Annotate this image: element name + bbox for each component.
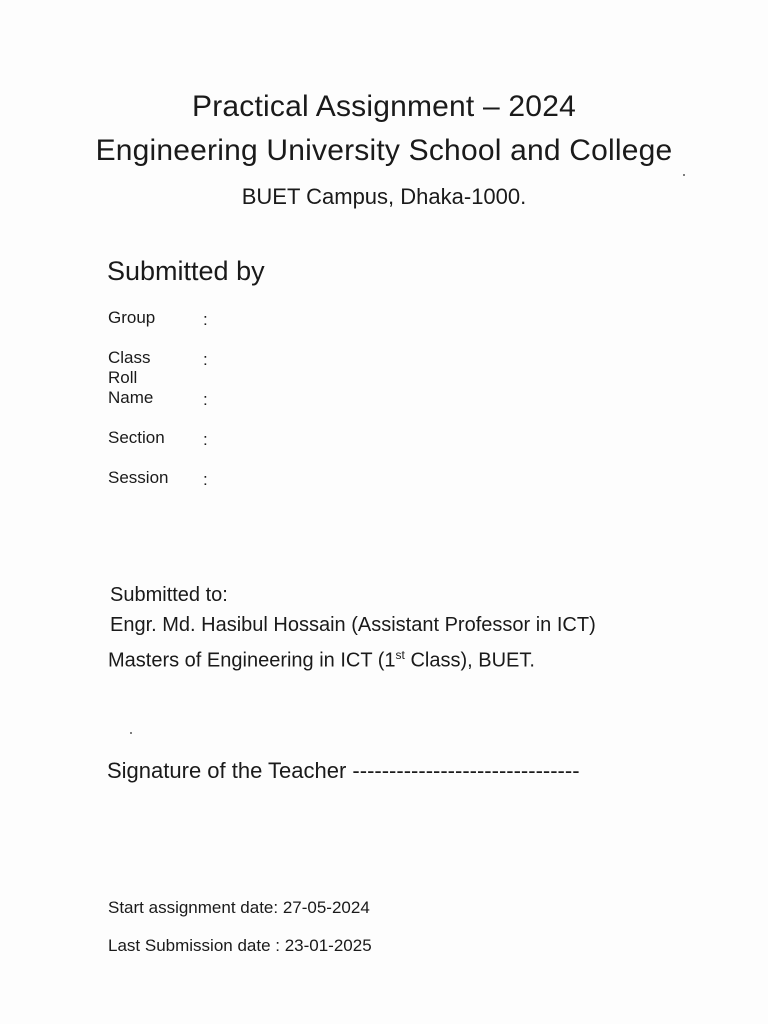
field-colon: : xyxy=(203,390,208,409)
teacher-name: Engr. Md. Hasibul Hossain (Assistant Professor in ICT) xyxy=(110,614,596,636)
assignment-dates xyxy=(108,898,372,974)
field-label: Group xyxy=(108,308,156,327)
start-date: Start assignment date: 27-05-2024 xyxy=(108,898,370,917)
scan-speck xyxy=(130,732,132,734)
teacher-degree xyxy=(108,640,596,676)
field-colon: : xyxy=(203,350,208,369)
field-label: Section xyxy=(108,428,165,447)
last-submission-date: Last Submission date : 23-01-2025 xyxy=(108,936,372,955)
institution-address: BUET Campus, Dhaka-1000. xyxy=(241,184,527,209)
field-colon: : xyxy=(203,430,208,449)
field-colon: : xyxy=(203,310,208,329)
assignment-title: Practical Assignment – 2024 xyxy=(192,90,576,123)
field-label: Session xyxy=(108,468,169,487)
submitted-to-block xyxy=(110,580,596,676)
field-colon: : xyxy=(203,470,208,489)
degree-suffix: Class), BUET. xyxy=(404,649,535,672)
institution-name: Engineering University School and College xyxy=(95,134,673,167)
field-label: Name xyxy=(108,388,154,407)
teacher-signature-line: Signature of the Teacher ------------------------------- xyxy=(107,758,580,783)
degree-prefix: Masters of Engineering in ICT (1 xyxy=(108,649,396,672)
degree-superscript: st xyxy=(395,648,405,662)
field-label: Class Roll xyxy=(108,348,151,387)
scan-speck xyxy=(683,174,685,176)
submitted-to-heading: Submitted to: xyxy=(110,584,228,606)
submitted-by-heading: Submitted by xyxy=(107,256,265,286)
